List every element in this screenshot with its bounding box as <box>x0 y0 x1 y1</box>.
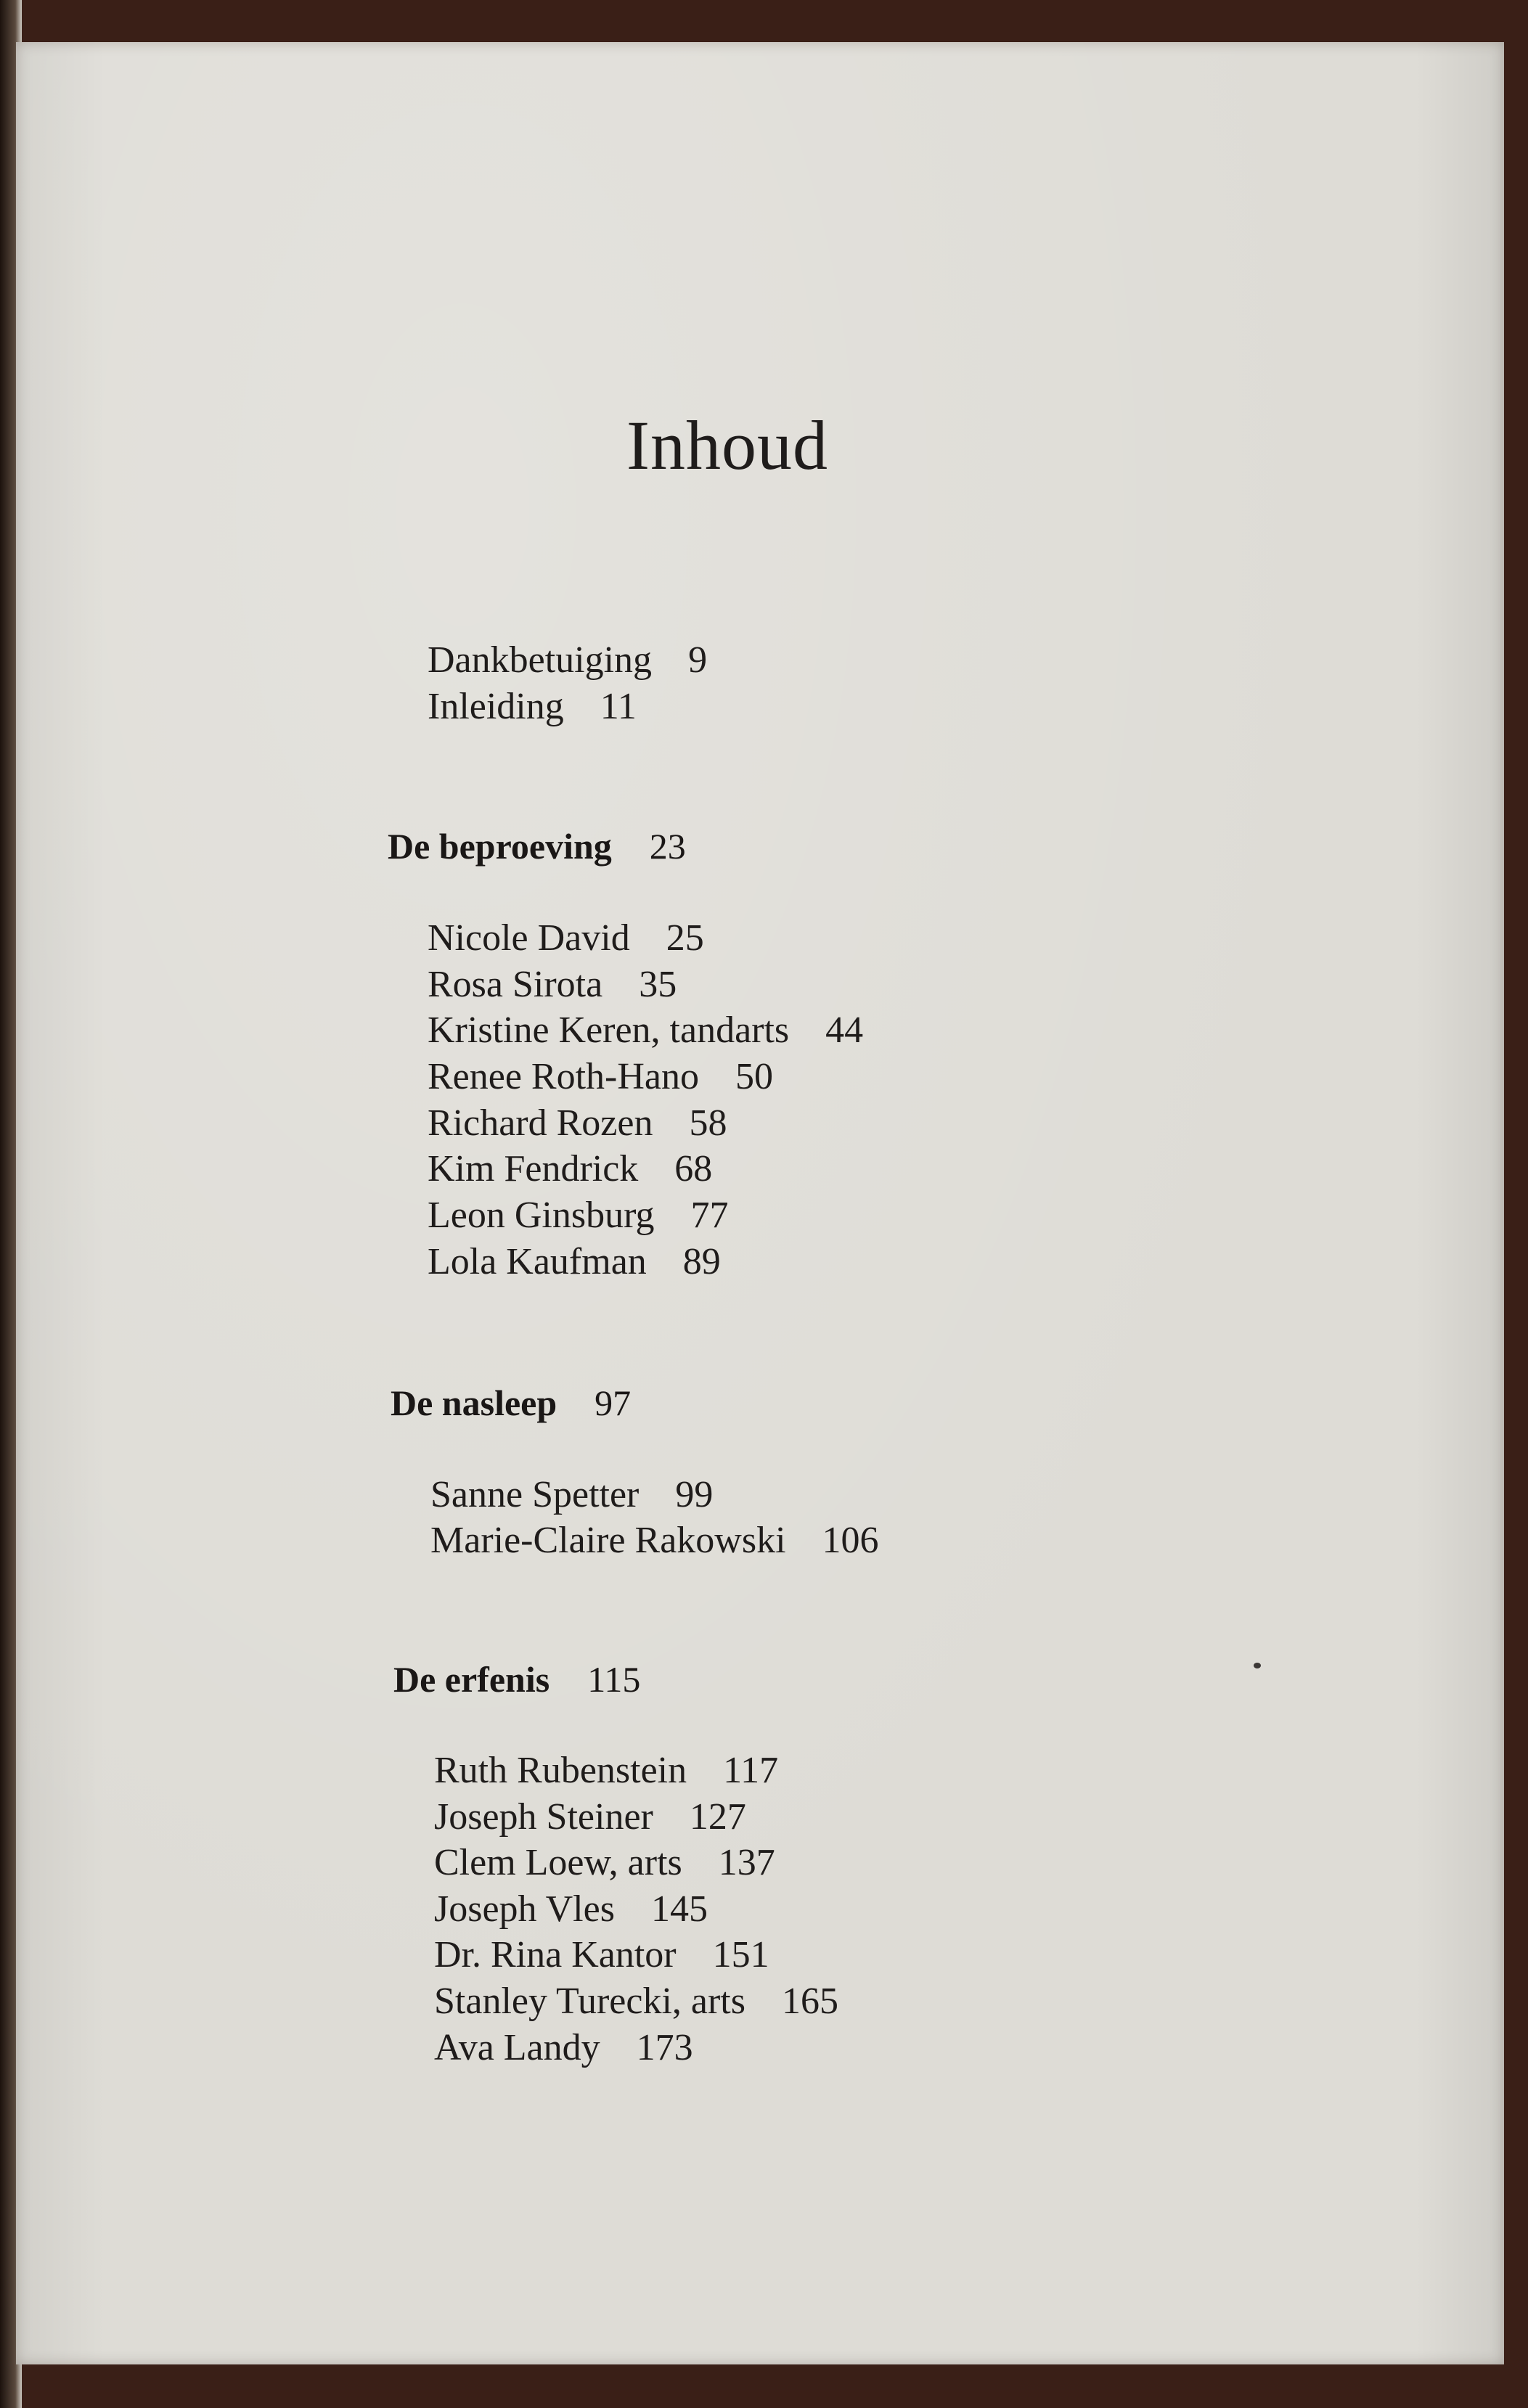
toc-entry-label: Joseph Steiner <box>434 1796 653 1838</box>
toc-entry-label: Dr. Rina Kantor <box>434 1934 677 1975</box>
toc-section-heading <box>388 823 686 869</box>
toc-entry <box>434 1978 838 2025</box>
toc-entry <box>428 1146 712 1192</box>
toc-entry-page: 58 <box>689 1102 727 1144</box>
toc-entry-label: Clem Loew, arts <box>434 1842 682 1883</box>
toc-entry-dankbetuiging <box>428 637 707 684</box>
toc-entry-label: Leon Ginsburg <box>428 1195 655 1236</box>
toc-entry-page: 50 <box>735 1056 774 1097</box>
toc-entry <box>428 962 677 1008</box>
toc-entry-label: Renee Roth-Hano <box>428 1056 700 1097</box>
toc-entry <box>434 1748 778 1794</box>
toc-entry <box>430 1472 713 1518</box>
toc-entry <box>428 1007 863 1054</box>
toc-entry-label: Kristine Keren, tandarts <box>428 1010 790 1051</box>
toc-entry <box>434 1840 775 1886</box>
toc-entry-page: 44 <box>825 1010 864 1051</box>
book-page <box>16 42 1504 2364</box>
toc-section-page: 23 <box>649 826 686 867</box>
toc-entry-page: 11 <box>600 686 637 727</box>
toc-entry-page: 127 <box>689 1796 746 1838</box>
toc-entry-label: Ruth Rubenstein <box>434 1750 687 1791</box>
toc-entry-page: 9 <box>688 639 708 681</box>
toc-entry-label: Kim Fendrick <box>428 1148 639 1189</box>
toc-entry <box>428 915 704 962</box>
toc-section-heading <box>393 1656 640 1703</box>
toc-entry-page: 137 <box>718 1842 775 1883</box>
toc-entry-page: 145 <box>650 1888 708 1930</box>
toc-entry-label: Richard Rozen <box>428 1102 653 1144</box>
toc-entry-page: 77 <box>690 1195 729 1236</box>
toc-section-label: De erfenis <box>393 1659 550 1700</box>
toc-entry-page: 117 <box>723 1750 779 1791</box>
toc-entry <box>428 1054 773 1100</box>
toc-entry-label: Sanne Spetter <box>430 1474 640 1515</box>
toc-entry-page: 165 <box>781 1981 838 2022</box>
toc-entry-label: Joseph Vles <box>434 1888 615 1930</box>
toc-section-heading <box>391 1380 631 1426</box>
toc-entry-label: Dankbetuiging <box>428 639 653 681</box>
page-title: Inhoud <box>626 406 828 484</box>
toc-entry-label: Rosa Sirota <box>428 964 603 1005</box>
toc-entry-page: 99 <box>675 1474 714 1515</box>
toc-entry-page: 89 <box>682 1241 721 1282</box>
toc-entry-page: 151 <box>712 1934 769 1975</box>
toc-entry <box>434 1932 769 1978</box>
toc-section-label: De nasleep <box>391 1383 557 1423</box>
table-of-contents <box>16 42 1504 2364</box>
toc-entry-label: Nicole David <box>428 917 630 959</box>
toc-entry-page: 173 <box>636 2027 693 2068</box>
toc-section-page: 97 <box>595 1383 632 1423</box>
toc-entry-label: Inleiding <box>428 686 564 727</box>
toc-entry <box>434 1794 746 1840</box>
toc-section-page: 115 <box>587 1659 641 1700</box>
paper-speck <box>1254 1663 1261 1668</box>
toc-entry <box>428 1100 727 1147</box>
toc-entry-label: Lola Kaufman <box>428 1241 647 1282</box>
toc-entry-label: Ava Landy <box>434 2027 600 2068</box>
toc-entry <box>430 1518 879 1564</box>
toc-entry-label: Stanley Turecki, arts <box>434 1981 745 2022</box>
toc-entry-page: 68 <box>674 1148 713 1189</box>
toc-entry-page: 106 <box>822 1520 879 1561</box>
toc-entry-page: 35 <box>639 964 677 1005</box>
toc-section-label: De beproeving <box>388 826 612 867</box>
toc-entry <box>434 2025 693 2071</box>
toc-entry-inleiding <box>428 684 637 730</box>
toc-entry-page: 25 <box>666 917 704 959</box>
toc-entry <box>434 1886 708 1933</box>
toc-entry-label: Marie-Claire Rakowski <box>430 1520 786 1561</box>
toc-entry <box>428 1192 728 1239</box>
toc-entry <box>428 1239 721 1285</box>
